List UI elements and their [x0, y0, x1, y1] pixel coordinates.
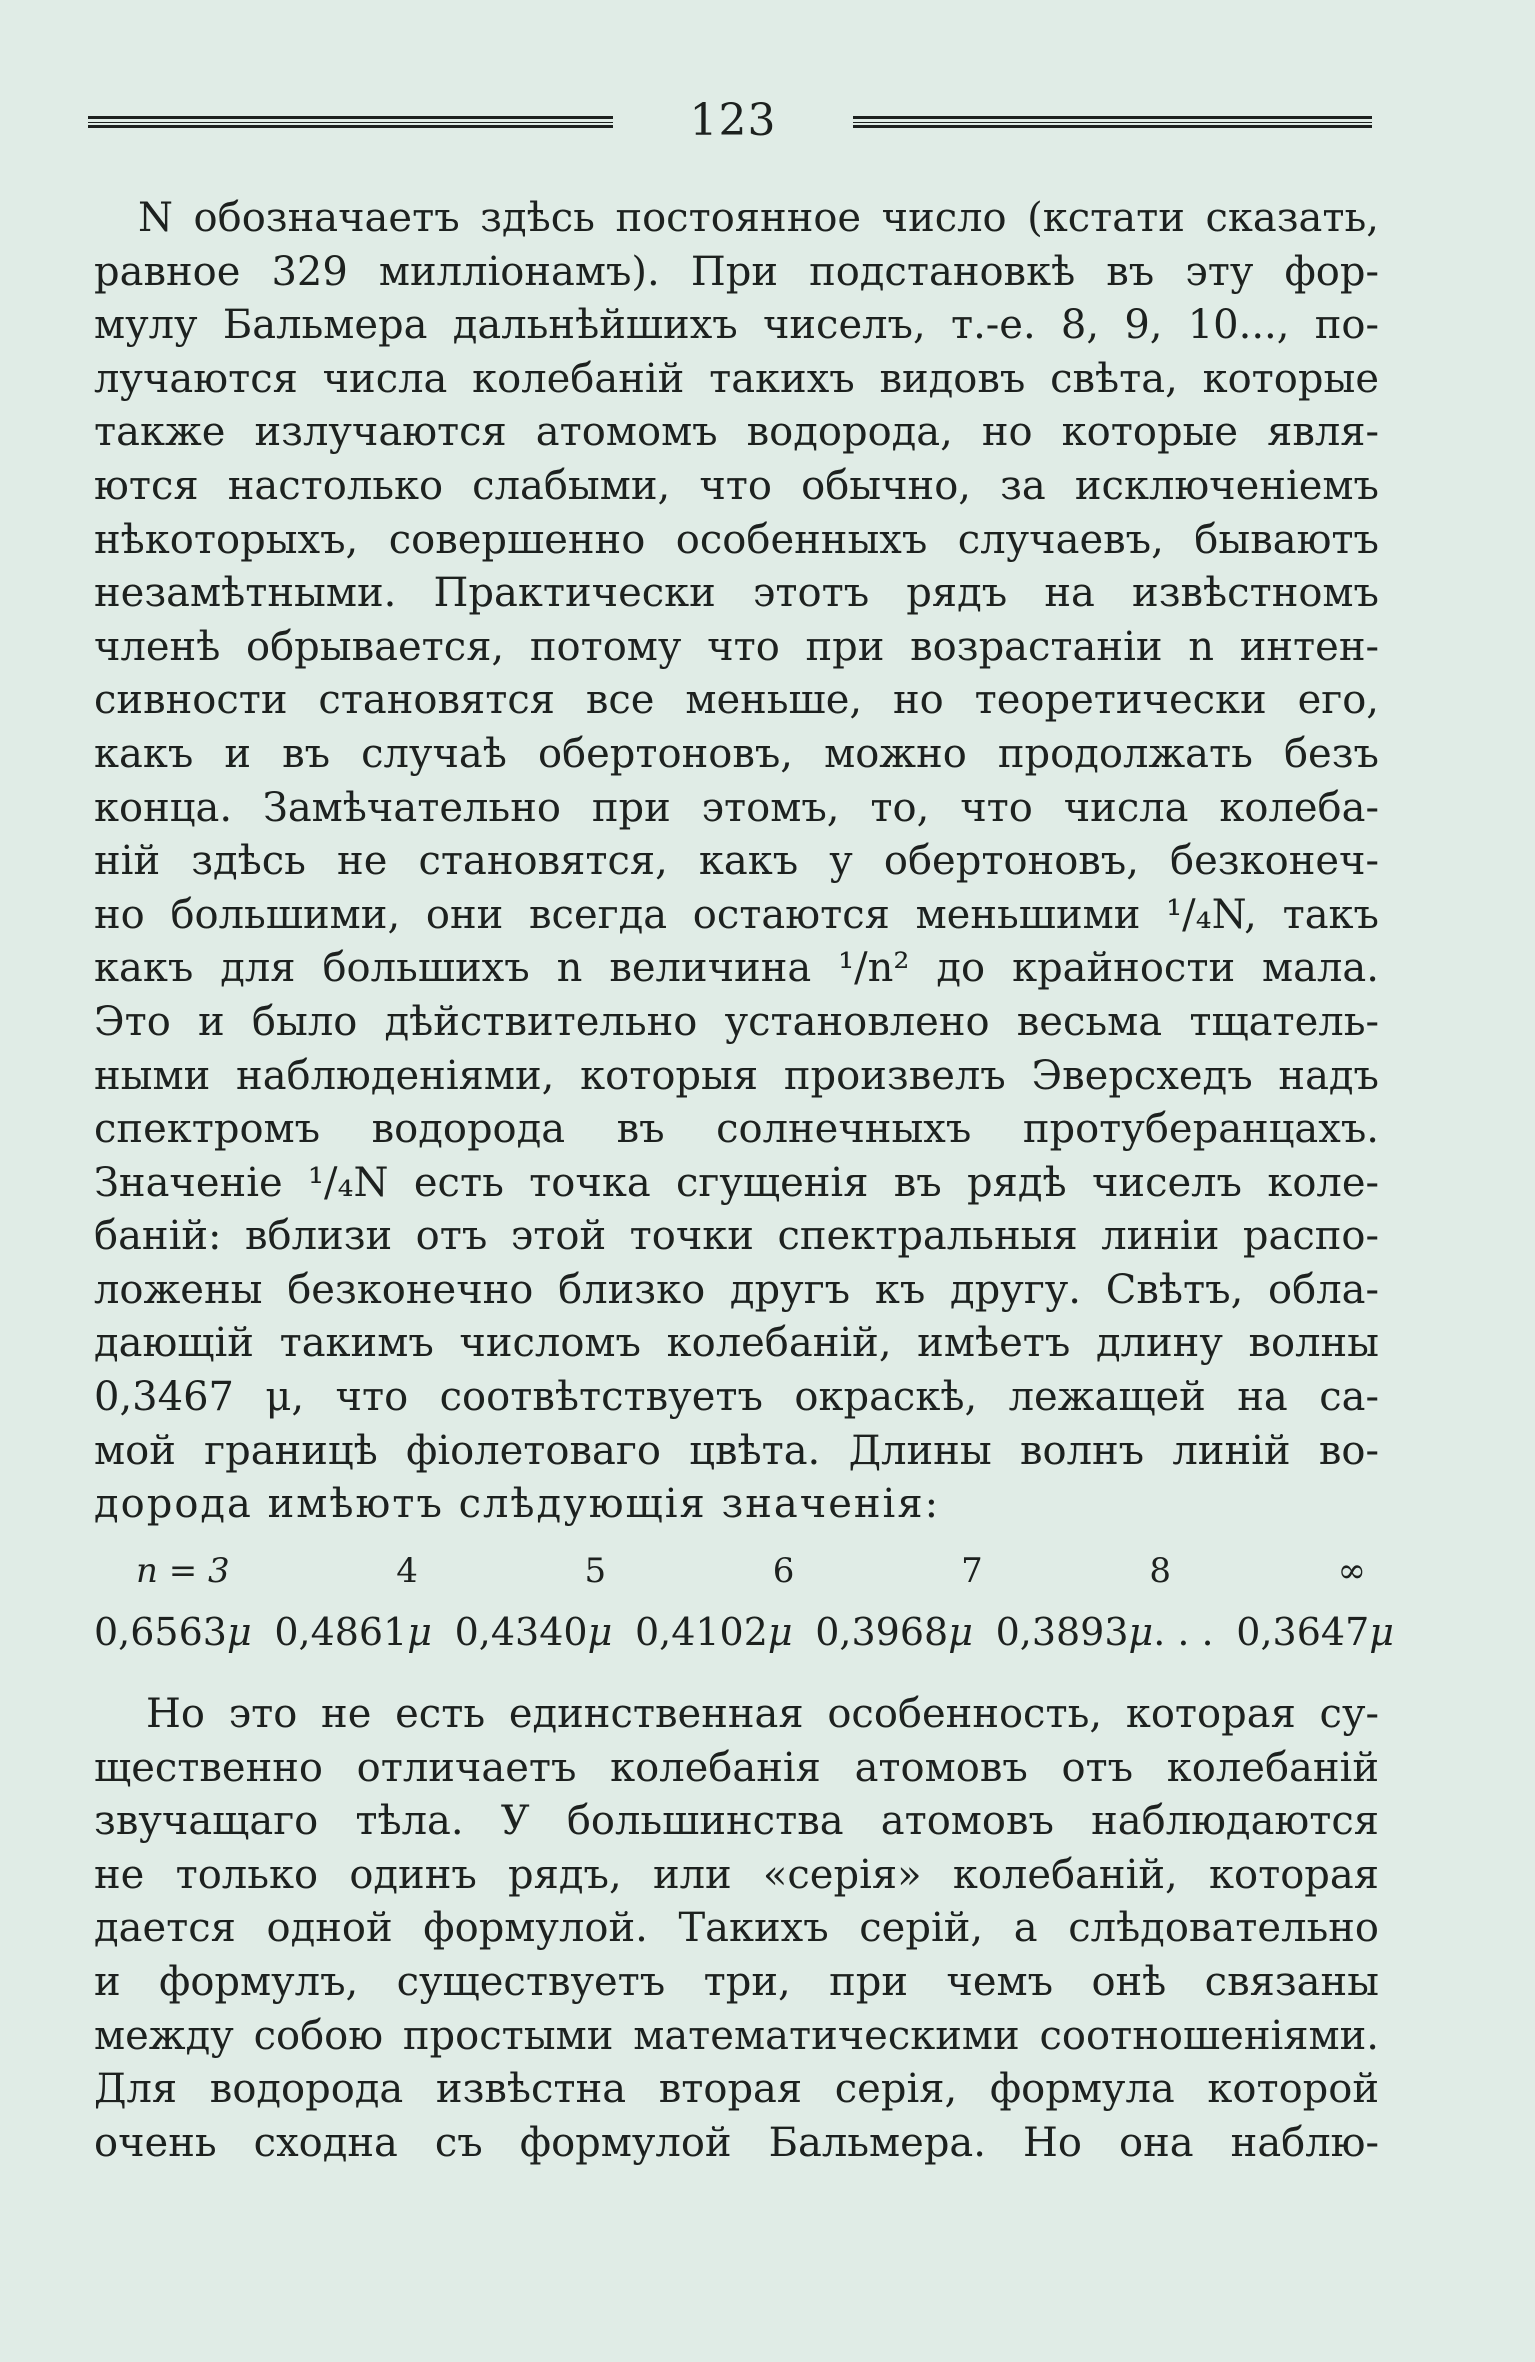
n-value: ∞ — [1337, 1551, 1366, 1591]
wavelength-cell — [455, 1602, 613, 1662]
text-line: и формулъ, существуетъ три, при чемъ онѣ связаны — [94, 1958, 1379, 2005]
text-line: дающій такимъ числомъ колебаній, имѣетъ длину волны — [94, 1320, 1379, 1367]
page-number: 123 — [689, 95, 777, 146]
text-line: между собою простыми математическими соотношеніями. — [94, 2012, 1379, 2059]
wavelength-cell — [274, 1602, 432, 1662]
wavelength-cell — [635, 1602, 793, 1662]
n-value: 4 — [396, 1551, 418, 1591]
text-line: лучаются числа колебаній такихъ видовъ свѣта, которые — [94, 355, 1379, 402]
wavelength-value: 0,3893 — [995, 1610, 1129, 1654]
wavelength-value: 0,4861 — [274, 1610, 408, 1654]
text-line: ній здѣсь не становятся, какъ у обертоновъ, безконеч- — [94, 838, 1379, 885]
text-line: звучащаго тѣла. У большинства атомовъ наблюдаются — [94, 1798, 1379, 1845]
wavelength-value: 0,3968 — [815, 1610, 949, 1654]
text-line: какъ и въ случаѣ обертоновъ, можно продолжать безъ — [94, 730, 1379, 777]
wavelength-cell — [94, 1602, 252, 1662]
text-line: членѣ обрывается, потому что при возрастаніи n интен- — [94, 623, 1379, 670]
text-line: дается одной формулой. Такихъ серій, а слѣдовательно — [94, 1905, 1379, 1952]
n-value: 7 — [961, 1551, 983, 1591]
text-line: незамѣтными. Практически этотъ рядъ на извѣстномъ — [94, 570, 1379, 617]
text-line: ными наблюденіями, которыя произвелъ Эверсхедъ надъ — [94, 1052, 1379, 1099]
text-line: но большими, они всегда остаются меньшими ¹/₄N, такъ — [94, 891, 1379, 938]
text-line: конца. Замѣчательно при этомъ, то, что числа колеба- — [94, 784, 1379, 831]
text-line: ложены безконечно близко другъ къ другу. Свѣтъ, обла- — [94, 1266, 1379, 1313]
text-line: Значеніе ¹/₄N есть точка сгущенія въ рядѣ чиселъ коле- — [94, 1159, 1379, 1206]
wavelength-value: 0,4340 — [454, 1610, 588, 1654]
mu-unit: μ — [1369, 1610, 1394, 1654]
text-line: мулу Бальмера дальнѣйшихъ чиселъ, т.-е. 8, 9, 10..., по- — [94, 302, 1379, 349]
mu-unit: μ — [226, 1610, 252, 1654]
n-value: 6 — [772, 1551, 795, 1591]
text-line: также излучаются атомомъ водорода, но которые явля- — [94, 409, 1379, 456]
wavelength-value: 0,6563 — [94, 1610, 227, 1654]
text-line: спектромъ водорода въ солнечныхъ протуберанцахъ. — [94, 1106, 1379, 1153]
wavelength-cell — [996, 1602, 1214, 1662]
text-line: Для водорода извѣстна вторая серія, формула которой — [94, 2066, 1379, 2113]
text-line: не только одинъ рядъ, или «серія» колебаній, которая — [94, 1851, 1379, 1898]
text-line: 0,3467 μ, что соотвѣтствуетъ окраскѣ, лежащей на са- — [94, 1374, 1379, 1421]
text-line: мой границѣ фіолетоваго цвѣта. Длины волнъ линій во- — [94, 1427, 1379, 1474]
text-line: нѣкоторыхъ, совершенно особенныхъ случаевъ, бываютъ — [94, 516, 1379, 563]
text-line: равное 329 милліонамъ). При подстановкѣ въ эту фор- — [94, 248, 1379, 295]
paragraph-1 — [94, 192, 1379, 1532]
text-line: щественно отличаетъ колебанія атомовъ отъ колебаній — [94, 1744, 1379, 1791]
mu-unit: μ — [1128, 1610, 1154, 1654]
wavelength-row — [94, 1602, 1394, 1662]
mu-unit: μ — [587, 1610, 613, 1654]
text-line: Это и было дѣйствительно установлено весьма тщатель- — [94, 998, 1379, 1045]
n-value: 5 — [584, 1551, 607, 1591]
wavelength-value: 0,4102 — [634, 1610, 768, 1654]
mu-unit: μ — [407, 1610, 432, 1654]
header-rule-right — [853, 116, 1372, 128]
text-line: дорода имѣютъ слѣдующія значенія: — [94, 1481, 941, 1528]
text-line: N обозначаетъ здѣсь постоянное число (кстати сказать, — [138, 195, 1379, 241]
n-label: n = 3 — [136, 1551, 230, 1591]
header-rule-left — [88, 116, 613, 128]
wavelength-cell — [815, 1602, 973, 1662]
mu-unit: μ — [948, 1610, 973, 1654]
wavelength-table — [94, 1540, 1394, 1662]
mu-unit: μ — [767, 1610, 793, 1654]
wavelength-value: 0,3647 — [1236, 1610, 1370, 1654]
paragraph-2 — [94, 1688, 1379, 2170]
text-line: какъ для большихъ n величина ¹/n² до крайности мала. — [94, 945, 1379, 992]
n-value: 8 — [1149, 1551, 1171, 1591]
wavelength-cell — [1236, 1602, 1394, 1662]
text-line: Но это не есть единственная особенность, которая су- — [146, 1691, 1379, 1737]
n-values-row — [94, 1540, 1394, 1602]
text-line: сивности становятся все меньше, но теоретически его, — [94, 677, 1379, 724]
text-line: ются настолько слабыми, что обычно, за исключеніемъ — [94, 462, 1379, 509]
ellipsis: . . . — [1153, 1610, 1214, 1654]
text-line: очень сходна съ формулой Бальмера. Но она наблю- — [94, 2119, 1379, 2166]
page-header — [88, 86, 1372, 156]
text-line: баній: вблизи отъ этой точки спектральныя линіи распо- — [94, 1213, 1379, 1260]
